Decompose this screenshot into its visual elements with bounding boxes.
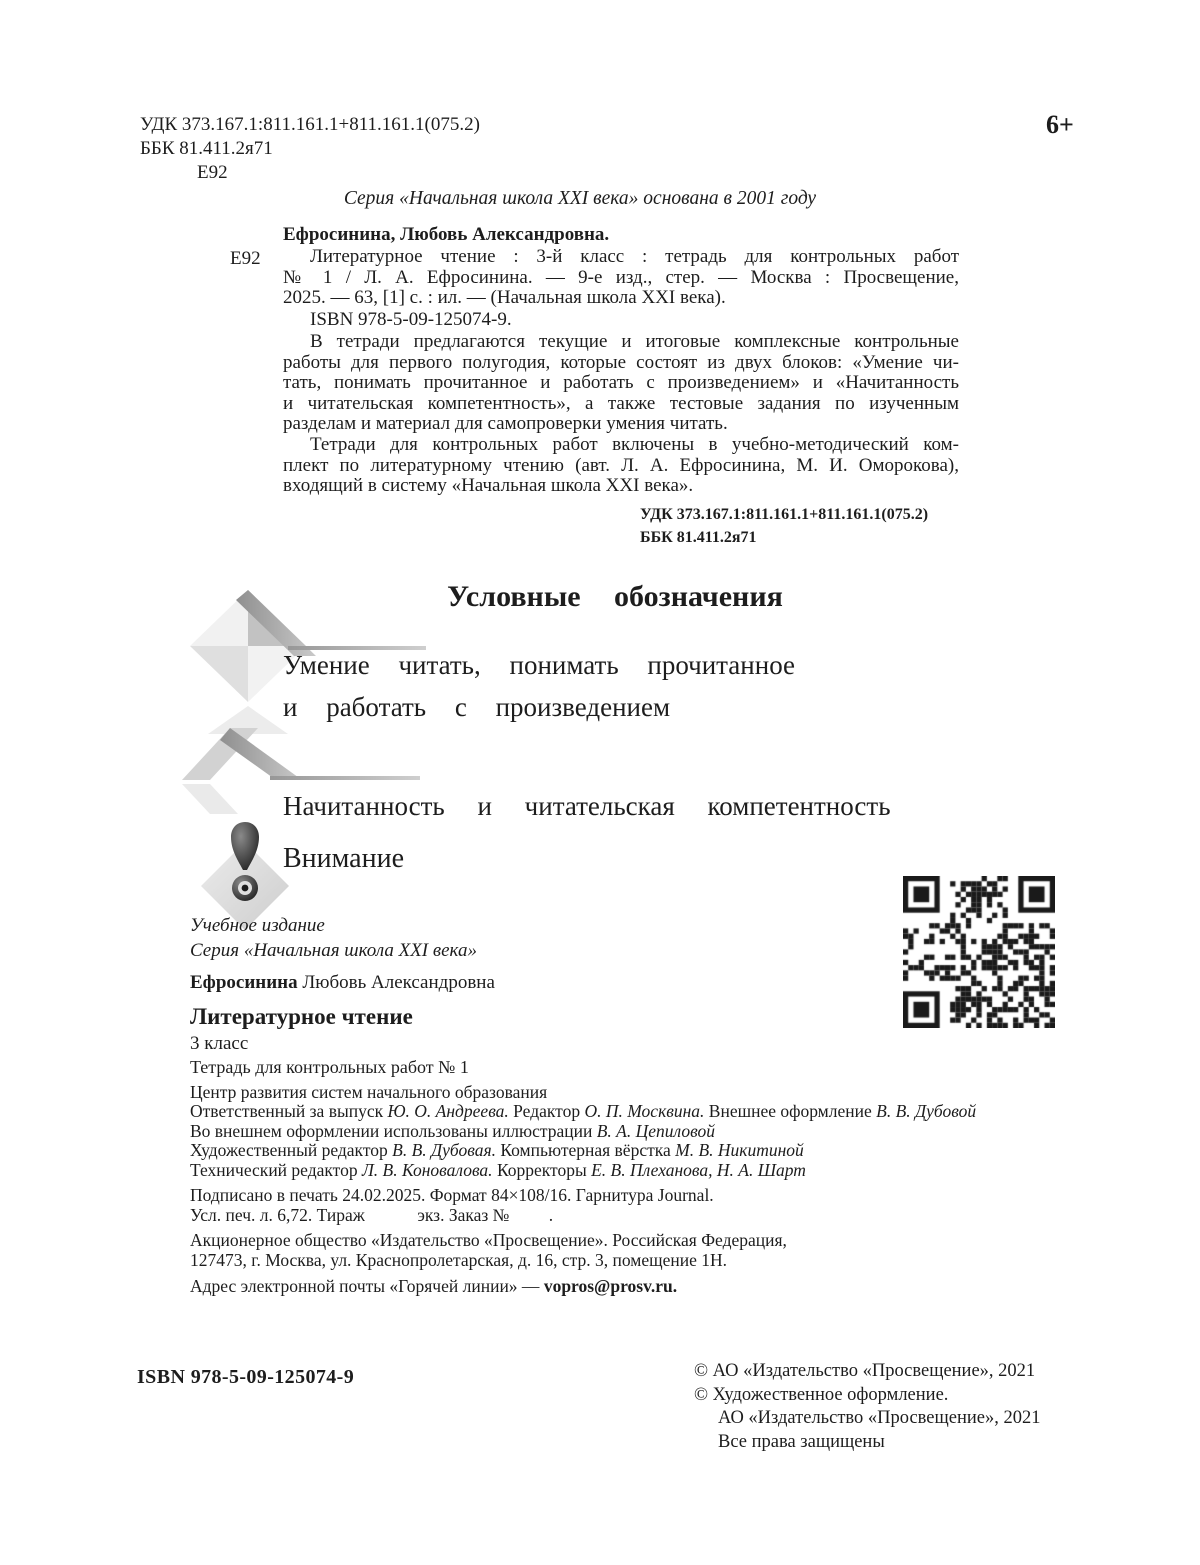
udk-top-line: УДК 373.167.1:811.161.1+811.161.1(075.2) bbox=[140, 114, 480, 135]
text-segment: М. В. Никитиной bbox=[675, 1140, 804, 1161]
text-segment: Технический редактор bbox=[190, 1159, 362, 1180]
copyright-block bbox=[694, 1360, 1114, 1454]
credit-line bbox=[190, 1141, 1090, 1161]
copyright-line: © АО «Издательство «Просвещение», 2021 bbox=[694, 1361, 1036, 1381]
text-line: Тетради для контрольных работ включены в учебно-методический ком- bbox=[310, 434, 959, 455]
legend-title: Условные обозначения bbox=[447, 580, 783, 613]
copyright-line: Все права защищены bbox=[718, 1431, 885, 1452]
text-line: разделам и материал для самопроверки умения читать. bbox=[283, 413, 728, 435]
text-segment: Любовь Александровна bbox=[297, 972, 495, 993]
udk-bbk-bottom-block bbox=[640, 503, 960, 549]
text-segment: Е. В. Плеханова, Н. А. Шарт bbox=[591, 1159, 806, 1180]
age-rating-badge: 6+ bbox=[1046, 110, 1074, 139]
print-info-line1: Подписано в печать 24.02.2025. Формат 84×108/16. Гарнитура Journal. bbox=[190, 1185, 714, 1205]
copyright-line: АО «Издательство «Просвещение», 2021 bbox=[718, 1408, 1041, 1428]
publisher-line2: 127473, г. Москва, ул. Краснопролетарская, д. 16, стр. 3, помещение 1Н. bbox=[190, 1250, 727, 1270]
edition-type: Учебное издание bbox=[190, 915, 325, 936]
text-line: плект по литературному чтению (авт. Л. А. Ефросинина, М. И. Оморокова), bbox=[283, 454, 959, 476]
text-line: работы для первого полугодия, которые состоят из двух блоков: «Умение чи- bbox=[283, 351, 959, 373]
credit-line bbox=[190, 1161, 1090, 1181]
text-segment: Компьютерная вёрстка bbox=[495, 1140, 676, 1161]
imprint-subtitle: Тетрадь для контрольных работ № 1 bbox=[190, 1057, 469, 1077]
legend-item-erudition: Начитанность и читательская компетентность bbox=[283, 791, 891, 821]
imprint-series: Серия «Начальная школа XXI века» bbox=[190, 940, 477, 961]
text-line: и читательская компетентность», а также тестовые задания по изученным bbox=[283, 392, 959, 414]
footer-isbn: ISBN 978-5-09-125074-9 bbox=[137, 1366, 355, 1388]
bbk-top-line: ББК 81.411.2я71 bbox=[140, 138, 273, 159]
legend-item-reading-line2: и работать с произведением bbox=[283, 692, 671, 722]
text-segment: Л. В. Коновалова. bbox=[361, 1159, 493, 1180]
imprint-center: Центр развития систем начального образования bbox=[190, 1082, 548, 1102]
text-segment: Редактор bbox=[508, 1101, 585, 1121]
series-founded-note: Серия «Начальная школа XXI века» основана в 2001 году bbox=[343, 188, 817, 209]
text-segment: В. А. Цепиловой bbox=[596, 1120, 715, 1141]
qr-code bbox=[903, 876, 1055, 1028]
text-segment: Внешнее оформление bbox=[704, 1101, 877, 1121]
isbn-record-line: ISBN 978-5-09-125074-9. bbox=[310, 309, 512, 330]
text-line: В тетради предлагаются текущие и итоговые комплексные контрольные bbox=[310, 331, 959, 352]
imprint-credits bbox=[190, 1102, 1090, 1180]
publisher-line1: Акционерное общество «Издательство «Просвещение». Российская Федерация, bbox=[190, 1230, 787, 1250]
text-segment: Ответственный за выпуск bbox=[190, 1101, 388, 1121]
annotation-paragraph-2 bbox=[283, 435, 959, 497]
text-segment: Корректоры bbox=[492, 1159, 592, 1180]
bibliographic-record bbox=[283, 247, 959, 309]
text-segment: Ю. О. Андреева. bbox=[387, 1101, 509, 1121]
credit-line bbox=[190, 1122, 1090, 1142]
text-line: Литературное чтение : 3-й класс : тетрадь для контрольных работ bbox=[310, 246, 959, 267]
credit-line bbox=[190, 1102, 1090, 1122]
author-heading: Ефросинина, Любовь Александровна. bbox=[283, 224, 610, 245]
legend-item-reading-line1: Умение читать, понимать прочитанное bbox=[283, 650, 796, 680]
text-line: входящий в систему «Начальная школа XXI века». bbox=[283, 475, 694, 497]
print-info-line2: Усл. печ. л. 6,72. Тираж экз. Заказ № . bbox=[190, 1205, 554, 1225]
hotline-email-line bbox=[190, 1277, 677, 1297]
text-line: № 1 / Л. А. Ефросинина. — 9-е изд., стер. — Москва : Просвещение, bbox=[283, 266, 959, 288]
bbk-bottom-line: ББК 81.411.2я71 bbox=[640, 529, 757, 546]
text-line: 2025. — 63, [1] с. : ил. — (Начальная школа XXI века). bbox=[283, 287, 726, 309]
text-segment: В. В. Дубовой bbox=[876, 1101, 977, 1121]
copyright-line: © Художественное оформление. bbox=[694, 1384, 949, 1405]
udk-bottom-line: УДК 373.167.1:811.161.1+811.161.1(075.2) bbox=[640, 506, 929, 523]
text-segment: Художественный редактор bbox=[190, 1140, 393, 1161]
imprint-title: Литературное чтение bbox=[190, 1004, 413, 1029]
author-code-top: Е92 bbox=[197, 162, 228, 183]
entry-code: Е92 bbox=[230, 248, 261, 269]
text-segment: Ефросинина bbox=[190, 972, 298, 993]
text-line: тать, понимать прочитанное и работать с произведением» и «Начитанность bbox=[283, 372, 959, 394]
text-segment: О. П. Москвина. bbox=[584, 1101, 705, 1121]
imprint-author bbox=[190, 972, 495, 994]
annotation-paragraph-1 bbox=[283, 332, 959, 435]
text-segment: Во внешнем оформлении использованы иллюстрации bbox=[190, 1120, 597, 1141]
text-segment: В. В. Дубовая. bbox=[392, 1140, 496, 1161]
imprint-grade: 3 класс bbox=[190, 1033, 249, 1054]
text-segment: Адрес электронной почты «Горячей линии» — bbox=[190, 1276, 544, 1296]
legend-item-attention: Внимание bbox=[283, 843, 404, 874]
text-segment: vopros@prosv.ru. bbox=[543, 1276, 678, 1296]
